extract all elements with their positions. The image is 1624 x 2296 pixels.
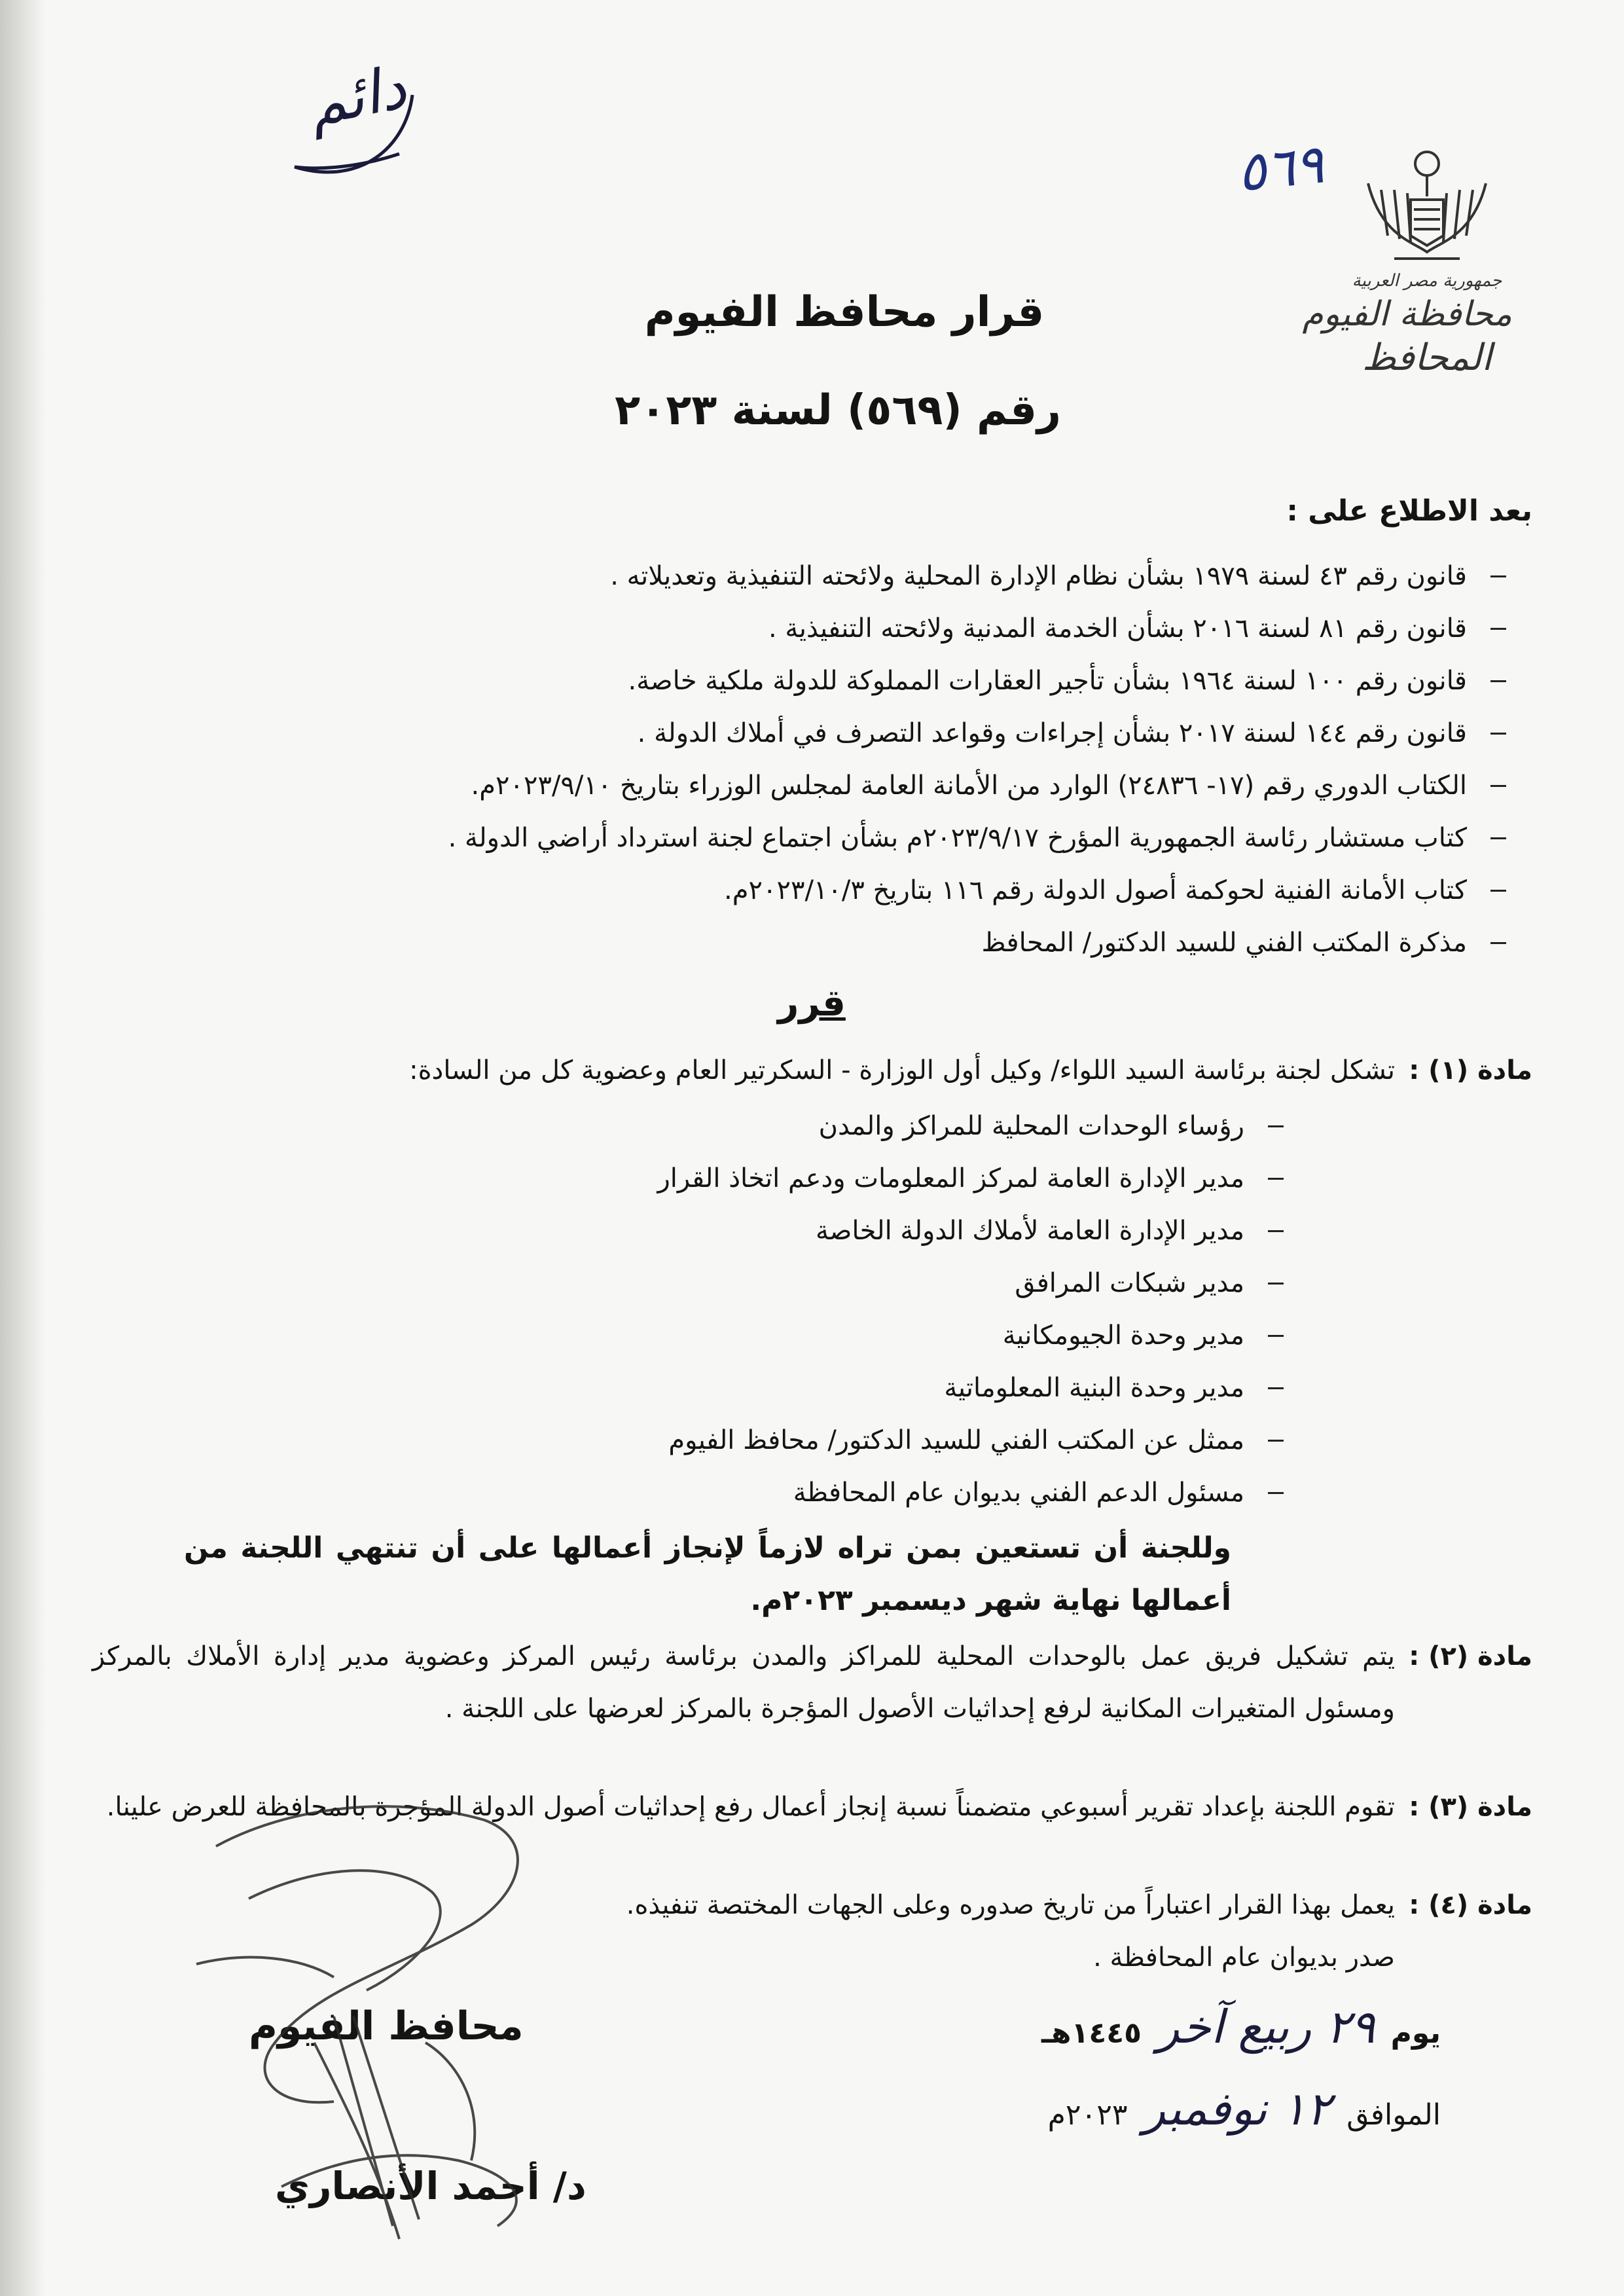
dash-icon xyxy=(1268,1178,1284,1180)
day-label: يوم xyxy=(1390,2016,1441,2050)
dash-icon xyxy=(1268,1387,1284,1389)
handwritten-underline xyxy=(281,56,425,187)
handwritten-signature xyxy=(118,1768,707,2291)
dash-icon xyxy=(1490,733,1506,735)
list-item: مدير الإدارة العامة لأملاك الدولة الخاصة xyxy=(105,1205,1284,1257)
dash-icon xyxy=(1490,785,1506,787)
gregorian-date-handwritten: ١٢ نوفمبر xyxy=(1143,2082,1331,2136)
decided-heading: قرر xyxy=(778,982,846,1025)
list-item: مدير شبكات المرافق xyxy=(105,1257,1284,1309)
list-item: مدير الإدارة العامة لمركز المعلومات ودعم اتخاذ القرار xyxy=(105,1152,1284,1205)
hijri-year: ١٤٤٥هـ xyxy=(1041,2016,1142,2050)
article-1-text: تشكل لجنة برئاسة السيد اللواء/ وكيل أول الوزارة - السكرتير العام وعضوية كل من السادة: xyxy=(409,1055,1395,1085)
seal-line-2: محافظة الفيوم xyxy=(1302,295,1512,334)
dash-icon xyxy=(1490,680,1506,682)
list-item: كتاب مستشار رئاسة الجمهورية المؤرخ ٢٠٢٣/٩/١٧م بشأن اجتماع لجنة استرداد أراضي الدولة . xyxy=(132,812,1506,864)
seal-line-1: جمهورية مصر العربية xyxy=(1352,271,1502,291)
dash-icon xyxy=(1268,1283,1284,1285)
list-item: قانون رقم ١٠٠ لسنة ١٩٦٤ بشأن تأجير العقارات المملوكة للدولة ملكية خاصة. xyxy=(132,655,1506,707)
preamble-list xyxy=(132,550,1506,969)
seal-line-3: المحافظ xyxy=(1362,337,1492,379)
dash-icon xyxy=(1268,1335,1284,1337)
article-2-text: يتم تشكيل فريق عمل بالوحدات المحلية للمراكز والمدن برئاسة رئيس المركز وعضوية مدير إدارة الأملاك بالمركز ومسئول المتغيرات المكانية لرفع إحداثيات الأصول المؤجرة بالمركز لعرضها على اللجنة . xyxy=(92,1641,1395,1724)
list-item: مدير وحدة البنية المعلوماتية xyxy=(105,1362,1284,1414)
dash-icon xyxy=(1268,1230,1284,1232)
article-1-label: مادة (١) : xyxy=(1409,1055,1532,1085)
committee-members-list xyxy=(105,1100,1284,1519)
dash-icon xyxy=(1490,837,1506,839)
list-item: قانون رقم ٤٣ لسنة ١٩٧٩ بشأن نظام الإدارة المحلية ولائحته التنفيذية وتعديلاته . xyxy=(132,550,1506,602)
handwritten-number: ٥٦٩ xyxy=(1234,133,1327,204)
article-3-label: مادة (٣) : xyxy=(1409,1792,1532,1822)
decree-number: رقم (٥٦٩) لسنة ٢٠٢٣ xyxy=(615,386,1061,435)
dash-icon xyxy=(1268,1125,1284,1127)
list-item: مسئول الدعم الفني بديوان عام المحافظة xyxy=(105,1467,1284,1519)
handwritten-note xyxy=(281,52,425,187)
dash-icon xyxy=(1268,1440,1284,1442)
corresponding-label: الموافق xyxy=(1346,2098,1441,2132)
hijri-date-row xyxy=(1041,2000,1441,2054)
list-item: مذكرة المكتب الفني للسيد الدكتور/ المحافظ xyxy=(132,917,1506,969)
list-item: الكتاب الدوري رقم (١٧- ٢٤٨٣٦) الوارد من الأمانة العامة لمجلس الوزراء بتاريخ ٢٠٢٣/٩/١٠م. xyxy=(132,759,1506,812)
dash-icon xyxy=(1490,628,1506,630)
list-item: قانون رقم ٨١ لسنة ٢٠١٦ بشأن الخدمة المدنية ولائحته التنفيذية . xyxy=(132,602,1506,655)
hijri-date-handwritten: ٢٩ ربيع آخر xyxy=(1157,2000,1375,2054)
list-item: كتاب الأمانة الفنية لحوكمة أصول الدولة رقم ١١٦ بتاريخ ٢٠٢٣/١٠/٣م. xyxy=(132,864,1506,917)
list-item: رؤساء الوحدات المحلية للمراكز والمدن xyxy=(105,1100,1284,1152)
handwritten-note-text: دائم xyxy=(301,52,412,141)
article-4-text: يعمل بهذا القرار اعتباراً من تاريخ صدوره وعلى الجهات المختصة تنفيذه. xyxy=(626,1890,1395,1920)
article-2-label: مادة (٢) : xyxy=(1409,1641,1532,1671)
list-item: ممثل عن المكتب الفني للسيد الدكتور/ محافظ الفيوم xyxy=(105,1414,1284,1467)
eagle-emblem-icon xyxy=(1342,137,1512,268)
preamble-label: بعد الاطلاع على : xyxy=(1286,494,1532,528)
signature-title: محافظ الفيوم xyxy=(249,2003,524,2049)
decree-title: قرار محافظ الفيوم xyxy=(644,288,1045,337)
article-1-closing: وللجنة أن تستعين بمن تراه لازماً لإنجاز أعمالها على أن تنتهي اللجنة من أعمالها نهاية شهر ديسمبر ٢٠٢٣م. xyxy=(184,1531,1231,1617)
gregorian-date-row xyxy=(1048,2082,1441,2136)
dash-icon xyxy=(1490,575,1506,577)
signatory-name: د/ أحمد الأنصاري xyxy=(275,2164,586,2208)
article-1 xyxy=(92,1044,1532,1097)
list-item: قانون رقم ١٤٤ لسنة ٢٠١٧ بشأن إجراءات وقواعد التصرف في أملاك الدولة . xyxy=(132,707,1506,759)
dash-icon xyxy=(1268,1492,1284,1494)
list-item: مدير وحدة الجيومكانية xyxy=(105,1309,1284,1362)
article-4-label: مادة (٤) : xyxy=(1409,1890,1532,1920)
article-3-text: تقوم اللجنة بإعداد تقرير أسبوعي متضمناً نسبة إنجاز أعمال رفع إحداثيات أصول الدولة المؤجرة بالمحافظة للعرض علينا. xyxy=(106,1792,1395,1822)
dash-icon xyxy=(1490,942,1506,944)
article-2 xyxy=(92,1630,1532,1735)
scan-edge-shadow xyxy=(0,0,46,2296)
dash-icon xyxy=(1490,890,1506,892)
governorate-emblem xyxy=(1302,137,1512,412)
issued-statement: صدر بديوان عام المحافظة . xyxy=(1093,1942,1395,1973)
gregorian-year: ٢٠٢٣م xyxy=(1047,2098,1128,2132)
